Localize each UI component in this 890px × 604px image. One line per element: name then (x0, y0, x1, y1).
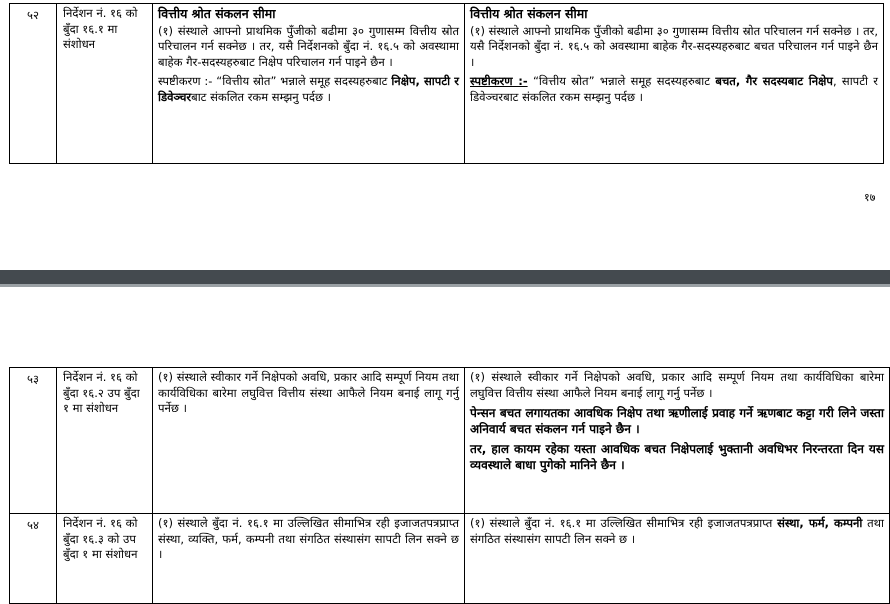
amendment-table-lower (9, 367, 890, 604)
table-row (10, 368, 890, 514)
amendment-table-upper (9, 3, 884, 164)
row-reference: निर्देशन नं. १६ को बुँदा १६.१ मा संशोधन (57, 4, 153, 164)
existing-heading: वित्तीय श्रोत संकलन सीमा (158, 6, 276, 21)
existing-provision-cell (153, 4, 465, 164)
document-page-lower (0, 287, 890, 601)
existing-provision-cell (153, 514, 465, 604)
amended-paragraph: (१) संस्थाले स्वीकार गर्ने निक्षेपको अवधि, प्रकार आदि सम्पूर्ण नियम तथा कार्यविधिका बारेमा लघुवित्त वित्तीय संस्था आफैले नियम बनाई लागू गर्नु पर्नेछ । (470, 370, 884, 400)
row-number: ५२ (10, 4, 57, 164)
amended-provision-cell (465, 368, 890, 514)
existing-explanation: स्पष्टीकरण :- “वित्तीय स्रोत” भन्नाले समूह सदस्यहरुबाट निक्षेप, सापटी र डिवेञ्चरबाट संकलित रकम सम्झनु पर्दछ । (158, 74, 459, 104)
existing-paragraph: (१) संस्थाले स्वीकार गर्ने निक्षेपको अवधि, प्रकार आदि सम्पूर्ण नियम तथा कार्यविधिका बारेमा लघुवित्त वित्तीय संस्था आफैले नियम बनाई लागू गर्नु पर्नेछ । (158, 370, 459, 415)
page-separator (0, 270, 890, 287)
amended-paragraph: (१) संस्थाले आफ्नो प्राथमिक पुँजीको बढीमा ३० गुणासम्म वित्तीय स्रोत परिचालन गर्न सक्नेछ । तर, यसै निर्देशनको बुँदा नं. १६.५ को अवस्थामा बाहेक गैर-सदस्यहरुबाट बचत परिचालन गर्न पाइने छैन । (470, 23, 878, 69)
row-reference: निर्देशन नं. १६ को बुँदा १६.२ उप बुँदा १ मा संशोधन (57, 368, 153, 514)
amended-provision-cell (465, 514, 890, 604)
amended-heading: वित्तीय श्रोत संकलन सीमा (470, 6, 588, 21)
page-number: १७ (864, 191, 876, 204)
amended-provision-cell (465, 4, 884, 164)
existing-paragraph: (१) संस्थाले आफ्नो प्राथमिक पुँजीको बढीमा ३० गुणासम्म वित्तीय स्रोत परिचालन गर्न सक्नेछ । तर, यसै निर्देशनको बुँदा नं. १६.५ को अवस्थामा बाहेक गैर-सदस्यहरुबाट निक्षेप परिचालन गर्न पाइने छैन । (158, 23, 459, 69)
table-row (10, 514, 890, 604)
amended-bold-proviso: तर, हाल कायम रहेका यस्ता आवधिक बचत निक्षेपलाई भुक्तानी अवधिभर निरन्तरता दिन यस व्यवस्थाले बाधा पुगेको मानिने छैन । (470, 442, 884, 472)
existing-provision-cell (153, 368, 465, 514)
amended-paragraph: (१) संस्थाले बुँदा नं. १६.१ मा उल्लिखित सीमाभित्र रही इजाजतपत्रप्राप्त संस्था, फर्म, कम्पनी तथा संगठित संस्थासंग सापटी लिन सक्ने छ । (470, 516, 884, 546)
row-number: ५४ (10, 514, 57, 604)
amended-bold-paragraph: पेन्सन बचत लगायतका आवधिक निक्षेप तथा ऋणीलाई प्रवाह गर्ने ऋणबाट कट्टा गरी लिने जस्ता अनिवार्य बचत संकलन गर्न पाइने छैन । (470, 406, 884, 436)
row-reference: निर्देशन नं. १६ को बुँदा १६.३ को उप बुँदा १ मा संशोधन (57, 514, 153, 604)
amended-explanation: स्पष्टीकरण :- “वित्तीय स्रोत” भन्नाले समूह सदस्यहरुबाट बचत, गैर सदस्यबाट निक्षेप, सापटी र डिवेञ्चरबाट संकलित रकम सम्झनु पर्दछ । (470, 74, 879, 104)
document-page-upper (0, 0, 890, 270)
row-number: ५३ (10, 368, 57, 514)
existing-paragraph: (१) संस्थाले बुँदा नं. १६.१ मा उल्लिखित सीमाभित्र रही इजाजतपत्रप्राप्त संस्था, व्यक्ति, फर्म, कम्पनी तथा संगठित संस्थासंग सापटी लिन सक्ने छ । (158, 516, 459, 561)
table-row (10, 4, 884, 164)
